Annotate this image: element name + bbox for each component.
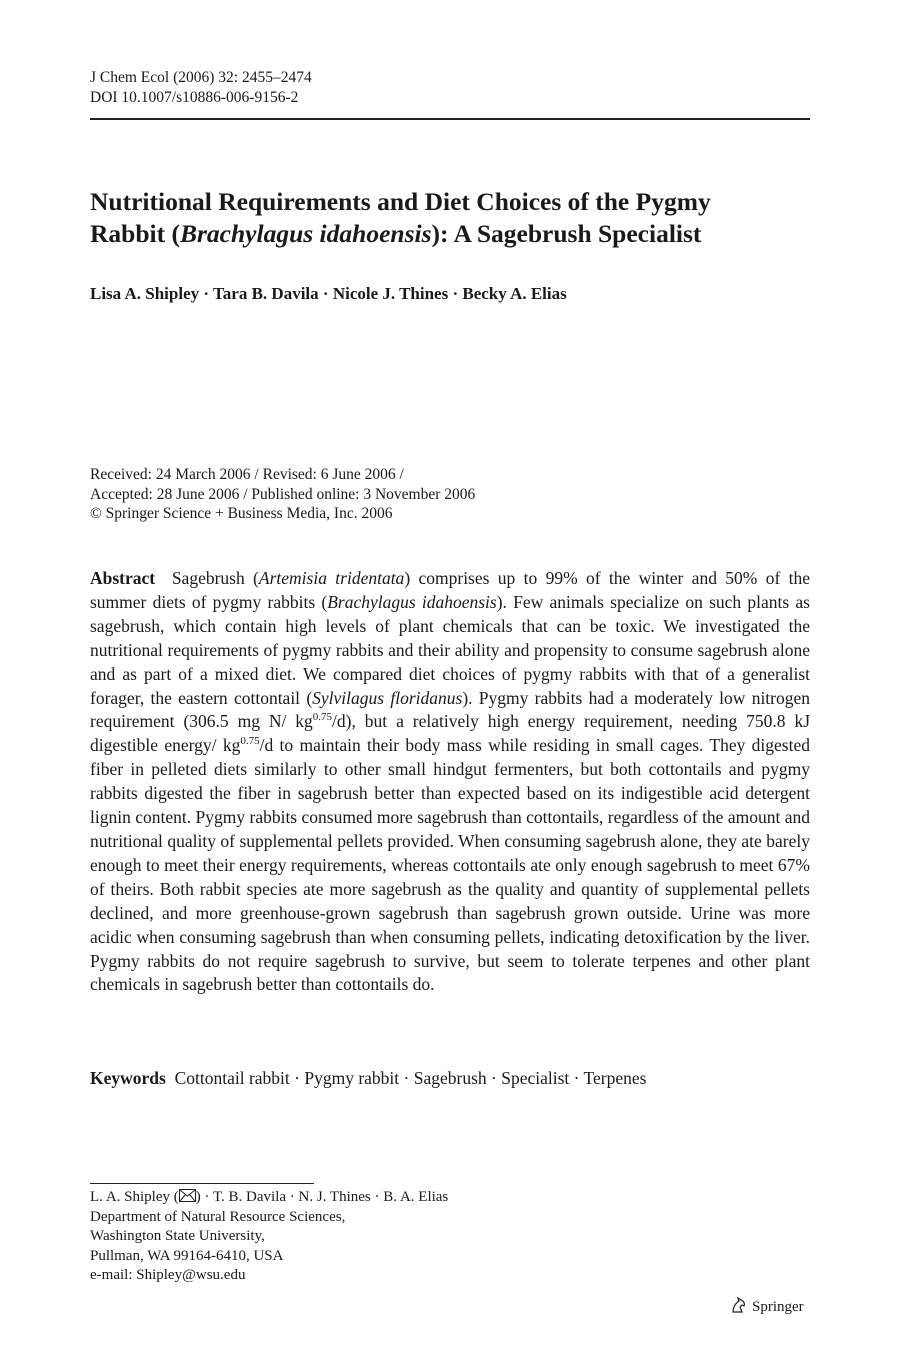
springer-horse-icon xyxy=(730,1296,748,1319)
abstract-text: ). Pygmy rabbits had a moderately low nitrogen requirement (306.5 mg N/ kg xyxy=(90,687,811,732)
footnote-author: B. A. Elias xyxy=(383,1189,449,1205)
footnote-author: L. A. Shipley ( xyxy=(90,1189,179,1205)
author: Nicole J. Thines xyxy=(332,284,449,303)
abstract-text: Sagebrush ( xyxy=(171,568,259,588)
journal-doi: DOI 10.1007/s10886-006-9156-2 xyxy=(90,89,299,106)
title-species: Brachylagus idahoensis xyxy=(179,219,432,248)
abstract-text: ) comprises up to 99% of the winter and 50% of the summer diets of pygmy rabbits ( xyxy=(90,568,810,612)
paper-title xyxy=(90,186,810,250)
footnote-univ: Washington State University, xyxy=(90,1228,265,1244)
dates-line-2: Accepted: 28 June 2006 / Published online: 3 November 2006 xyxy=(90,485,476,503)
keyword: Specialist xyxy=(501,1068,570,1088)
title-line-2 xyxy=(90,218,810,250)
abstract-label: Abstract xyxy=(90,568,156,588)
footnote-author: N. J. Thines xyxy=(298,1189,371,1205)
journal-citation: J Chem Ecol (2006) 32: 2455–2474 xyxy=(90,69,312,86)
footnote-author: T. B. Davila xyxy=(212,1189,287,1205)
abstract-italic: Artemisia tridentata xyxy=(258,568,405,588)
abstract-italic: Sylvilagus floridanus xyxy=(312,687,463,708)
keywords: Keywords Cottontail rabbit · Pygmy rabbit · Sagebrush · Specialist · Terpenes xyxy=(90,1068,647,1088)
author: Lisa A. Shipley xyxy=(90,284,200,303)
abstract-text: /d), but a relatively high energy requirement, needing 750.8 kJ digestible energy/ kg xyxy=(90,711,811,756)
footnote-email: e-mail: Shipley@wsu.edu xyxy=(90,1267,246,1283)
title-text: ): A Sagebrush Specialist xyxy=(431,219,702,248)
footnote-dept: Department of Natural Resource Sciences, xyxy=(90,1208,346,1225)
abstract-text: ). Few animals specialize on such plants as sagebrush, which contain high levels of plant chemicals that can be toxic. We investigated the nutritional requirements of pygmy rabbits and their ability and propensity to consume sagebrush alone and as part of a mixed diet. We compared diet choices of pygmy rabbits with that of a generalist forager, the eastern cottontail ( xyxy=(90,591,810,708)
envelope-icon xyxy=(179,1189,196,1202)
copyright: © Springer Science + Business Media, Inc. 2006 xyxy=(90,505,393,522)
journal-header xyxy=(90,68,312,108)
footnote-city: Pullman, WA 99164-6410, USA xyxy=(90,1247,284,1264)
footnote-rule xyxy=(90,1183,314,1184)
author: Becky A. Elias xyxy=(462,284,567,303)
affiliation-footnote xyxy=(90,1188,448,1286)
abstract xyxy=(90,567,810,997)
dates-line-1: Received: 24 March 2006 / Revised: 6 June 2006 / xyxy=(90,466,404,483)
publisher-logo xyxy=(730,1296,804,1319)
title-text: Rabbit ( xyxy=(90,219,180,248)
keyword: Cottontail rabbit xyxy=(174,1068,290,1088)
keyword: Sagebrush xyxy=(413,1068,487,1088)
keyword: Pygmy rabbit xyxy=(304,1068,400,1088)
keyword: Terpenes xyxy=(583,1068,647,1088)
publication-dates xyxy=(90,465,475,524)
superscript: 0.75 xyxy=(240,735,260,748)
footnote-text: ) xyxy=(195,1189,201,1205)
author-list: Lisa A. Shipley · Tara B. Davila · Nicole J. Thines · Becky A. Elias xyxy=(90,284,567,303)
publisher-name: Springer xyxy=(752,1299,804,1315)
header-rule xyxy=(90,118,810,120)
footnote-authors: L. A. Shipley ( ) · T. B. Davila · N. J. Thines · B. A. Elias xyxy=(90,1189,449,1205)
title-line-1: Nutritional Requirements and Diet Choices of the Pygmy xyxy=(90,187,711,216)
superscript: 0.75 xyxy=(312,711,333,724)
abstract-italic: Brachylagus idahoensis xyxy=(327,591,497,612)
abstract-text: /d to maintain their body mass while residing in small cages. They digested fiber in pelleted diets similarly to other small hindgut fermenters, but both cottontails and pygmy rabbits digested the fiber in sagebrush better than expected based on its indigestible acid detergent lignin content. Pygmy rabbits consumed more sagebrush than cottontails, regardless of the amount and nutritional quality of supplemental pellets provided. When consuming sagebrush alone, they ate barely enough to meet their energy requirements, whereas cottontails ate only enough sagebrush to meet 67% of theirs. Both rabbit species ate more sagebrush as the quality and quantity of supplemental pellets declined, and more greenhouse-grown sagebrush than sagebrush grown outside. Urine was more acidic when consuming sagebrush than when consuming pellets, indicating detoxification by the liver. Pygmy rabbits do not require sagebrush to survive, but seem to tolerate terpenes and other plant chemicals in sagebrush better than cottontails do. xyxy=(90,735,811,995)
author: Tara B. Davila xyxy=(213,284,319,303)
keywords-label: Keywords xyxy=(90,1068,166,1088)
